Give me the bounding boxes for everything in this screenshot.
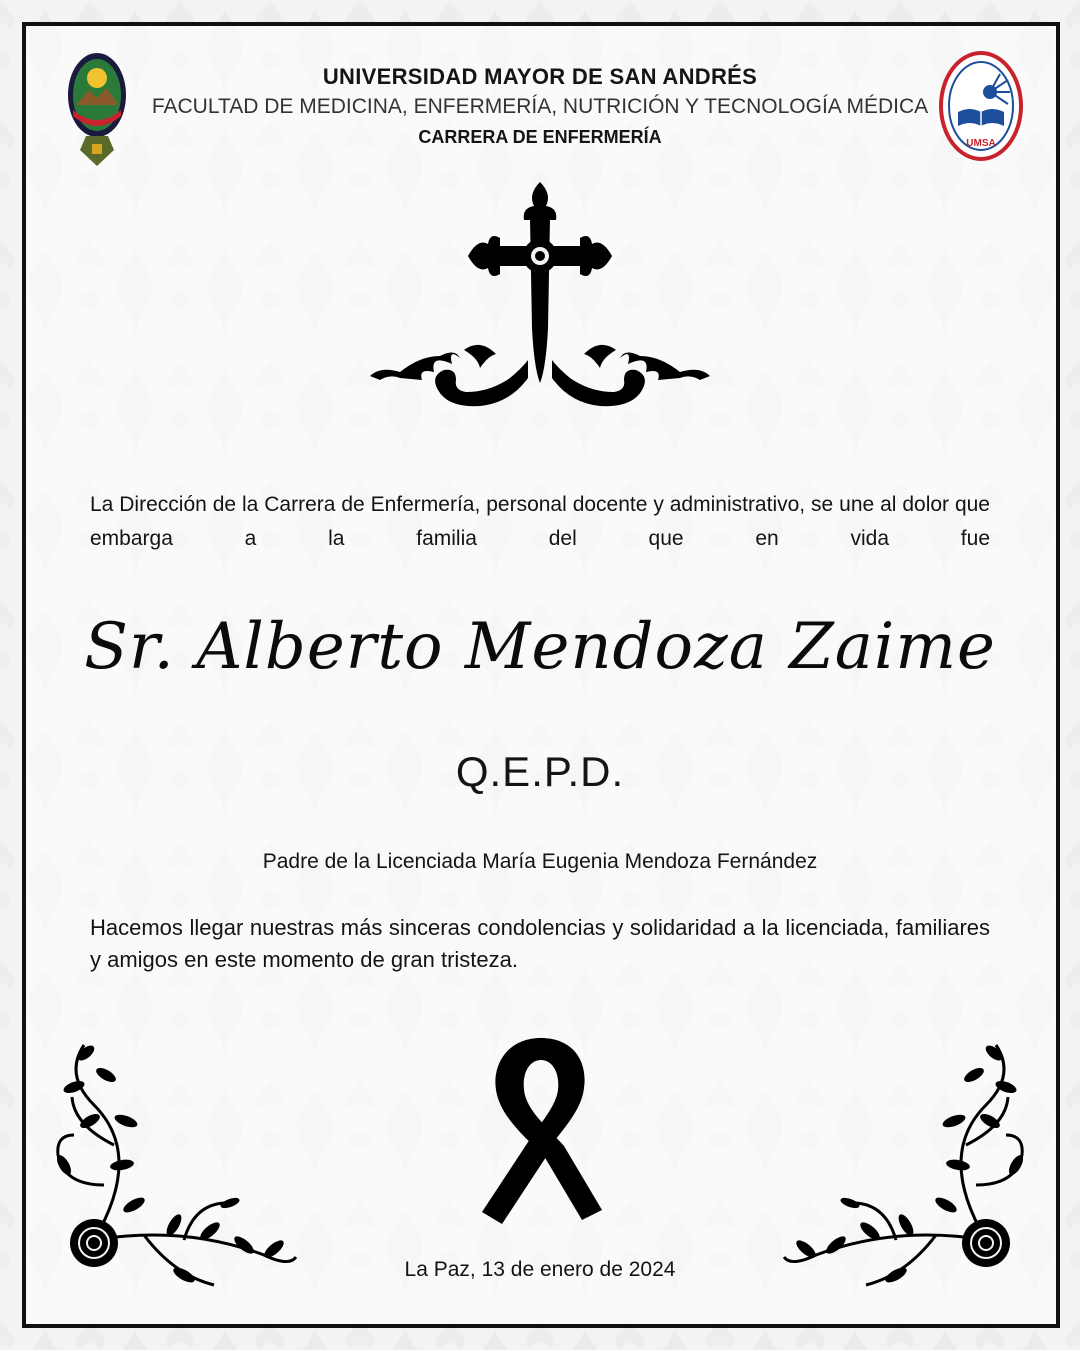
qepd-text: Q.E.P.D. bbox=[455, 748, 625, 795]
university-name: UNIVERSIDAD MAYOR DE SAN ANDRÉS bbox=[322, 64, 758, 89]
ornate-cross bbox=[360, 178, 720, 423]
seal-badge-text: UMSA bbox=[966, 138, 996, 149]
date-line: La Paz, 13 de enero de 2024 bbox=[404, 1258, 676, 1281]
black-ribbon-icon bbox=[478, 1032, 604, 1228]
floral-corner-right bbox=[770, 1035, 1046, 1310]
relation-line: Padre de la Licenciada María Eugenia Mendoza Fernández bbox=[262, 850, 818, 873]
floral-corner-left bbox=[34, 1035, 310, 1310]
nursing-career-seal-icon bbox=[938, 50, 1024, 162]
intro-paragraph: La Dirección de la Carrera de Enfermería, personal docente y administrativo, se une al dolor que embarga a la familia del que en vida fue bbox=[90, 493, 990, 550]
faculty-name: FACULTAD DE MEDICINA, ENFERMERÍA, NUTRICIÓN Y TECNOLOGÍA MÉDICA bbox=[151, 95, 929, 118]
mourning-ribbon bbox=[478, 1032, 604, 1233]
institution-header bbox=[0, 62, 1080, 152]
nursing-career-seal bbox=[938, 50, 1024, 167]
ornate-cross-icon bbox=[360, 178, 720, 418]
deceased-name: Sr. Alberto Mendoza Zaime bbox=[84, 610, 996, 684]
floral-vine-icon bbox=[34, 1035, 310, 1305]
floral-vine-icon bbox=[770, 1035, 1046, 1305]
career-name: CARRERA DE ENFERMERÍA bbox=[418, 127, 662, 147]
condolences-paragraph: Hacemos llegar nuestras más sinceras condolencias y solidaridad a la licenciada, familiares y amigos en este momento de gran tristeza. bbox=[90, 915, 990, 972]
